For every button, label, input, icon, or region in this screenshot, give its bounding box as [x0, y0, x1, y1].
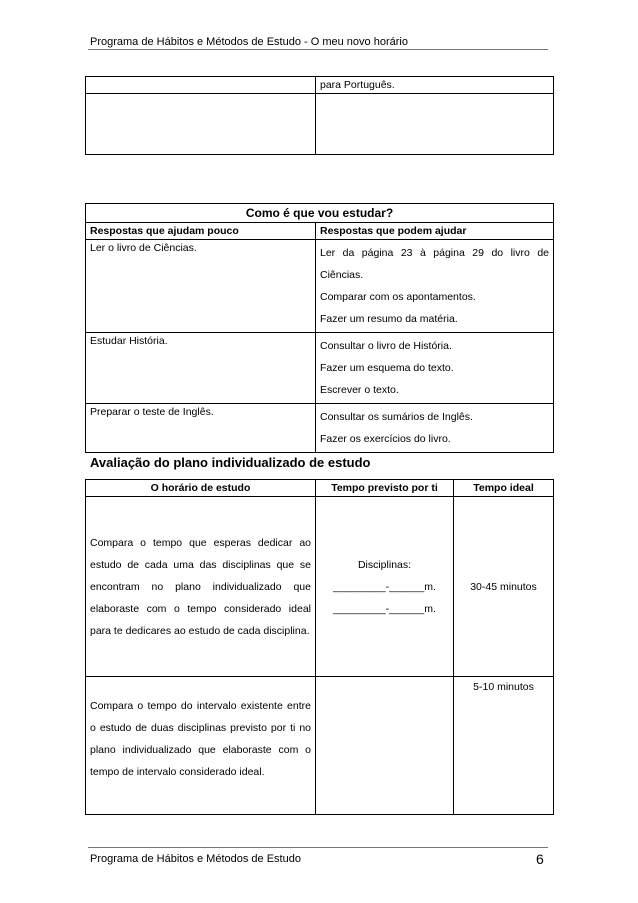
continuation-right-cell: para Português. — [316, 77, 554, 94]
answer-line: Consultar o livro de História. — [320, 340, 452, 352]
answer-cell: Estudar História. — [86, 333, 316, 404]
evaluation-text: Compara o tempo do intervalo existente entre o estudo de duas disciplinas previsto por ti no plano individualizado que elaboraste com o tempo de intervalo considerado ideal. — [86, 677, 316, 815]
answer-line: Fazer um resumo da matéria. — [320, 313, 458, 325]
answer-line: Comparar com os apontamentos. — [320, 291, 476, 303]
page-footer: Programa de Hábitos e Métodos de Estudo — [90, 853, 301, 865]
page-header: Programa de Hábitos e Métodos de Estudo - O meu novo horário — [90, 36, 408, 48]
ideal-time-cell: 5-10 minutos — [454, 677, 554, 815]
blank-line: _________-______m. — [333, 602, 436, 615]
evaluation-table — [85, 479, 554, 815]
evaluation-text: Compara o tempo que esperas dedicar ao estudo de cada uma das disciplinas que se encontram no plano individualizado que elaboraste com o tempo considerado ideal para te dedicares ao estudo de cada disciplina. — [86, 497, 316, 677]
answer-line: Fazer um esquema do texto. — [320, 362, 454, 374]
column-header-left: Respostas que ajudam pouco — [86, 223, 316, 240]
table-row — [86, 497, 554, 677]
header-rule — [88, 49, 548, 50]
page-number: 6 — [536, 851, 544, 867]
column-header-right: Respostas que podem ajudar — [316, 223, 554, 240]
answer-line: Fazer os exercícios do livro. — [320, 433, 451, 445]
section-title: Avaliação do plano individualizado de estudo — [90, 455, 371, 470]
table-row — [86, 240, 554, 333]
table-row — [86, 677, 554, 815]
footer-rule — [88, 847, 548, 848]
answer-cell — [316, 240, 554, 333]
empty-cell — [86, 94, 316, 155]
answer-cell — [316, 333, 554, 404]
answer-line: Ler da página 23 à página 29 do livro de Ciências. — [320, 247, 550, 281]
answer-cell: Ler o livro de Ciências. — [86, 240, 316, 333]
column-header: Tempo previsto por ti — [316, 480, 454, 497]
continuation-table — [85, 76, 554, 155]
answer-cell: Preparar o teste de Inglês. — [86, 404, 316, 453]
table-row — [86, 404, 554, 453]
answer-line: Consultar os sumários de Inglês. — [320, 411, 473, 423]
disciplines-label: Disciplinas: — [357, 558, 412, 571]
column-header: Tempo ideal — [454, 480, 554, 497]
planned-time-cell — [316, 677, 454, 815]
ideal-time-cell: 30-45 minutos — [454, 497, 554, 677]
blank-line: _________-______m. — [333, 580, 436, 593]
study-answers-table — [85, 203, 554, 453]
planned-time-cell — [316, 497, 454, 677]
answer-line: Escrever o texto. — [320, 384, 399, 396]
empty-cell — [316, 94, 554, 155]
answer-cell — [316, 404, 554, 453]
table-row — [86, 333, 554, 404]
column-header: O horário de estudo — [86, 480, 316, 497]
continuation-left-cell — [86, 77, 316, 94]
table-title: Como é que vou estudar? — [86, 204, 554, 223]
